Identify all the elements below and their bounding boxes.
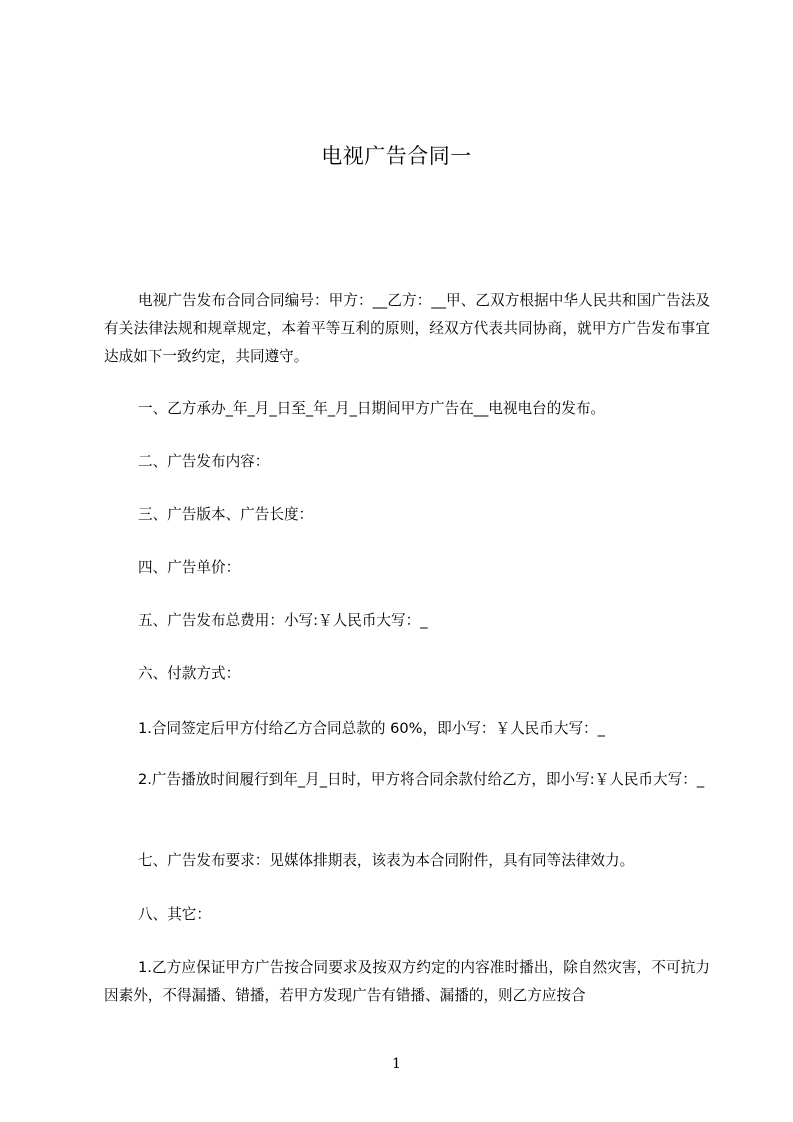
page-number: 1 xyxy=(392,1056,401,1072)
clause-7: 七、广告发布要求：见媒体排期表，该表为本合同附件，具有同等法律效力。 xyxy=(138,852,635,869)
clause-8-item-1: 1.乙方应保证甲方广告按合同要求及按双方约定的内容准时播出，除自然灾害，不可抗力因素外，不得漏播、错播，若甲方发现广告有错播、漏播的，则乙方应按合 xyxy=(104,959,710,1004)
clause-2: 二、广告发布内容： xyxy=(138,453,270,470)
clause-5: 五、广告发布总费用：小写:￥人民币大写：_ xyxy=(138,612,428,629)
clause-4: 四、广告单价： xyxy=(138,559,241,576)
clause-8: 八、其它： xyxy=(138,906,211,923)
clause-3: 三、广告版本、广告长度： xyxy=(138,506,314,523)
document-title: 电视广告合同一 xyxy=(321,144,472,168)
clause-1: 一、乙方承办_年_月_日至_年_月_日期间甲方广告在__电视电台的发布。 xyxy=(138,400,606,417)
clause-6-item-1: 1.合同签定后甲方付给乙方合同总款的 60%，即小写：￥人民币大写：_ xyxy=(138,720,605,737)
clause-6-item-2: 2.广告播放时间履行到年_月_日时，甲方将合同余款付给乙方，即小写:￥人民币大写：_ xyxy=(138,771,705,788)
intro-paragraph: 电视广告发布合同合同编号：甲方：__乙方：__甲、乙双方根据中华人民共和国广告法及有关法律法规和规章规定，本着平等互利的原则，经双方代表共同协商，就甲方广告发布事宜达成如下一致约定，共同遵守。 xyxy=(104,292,710,365)
clause-6: 六、付款方式： xyxy=(138,665,241,682)
